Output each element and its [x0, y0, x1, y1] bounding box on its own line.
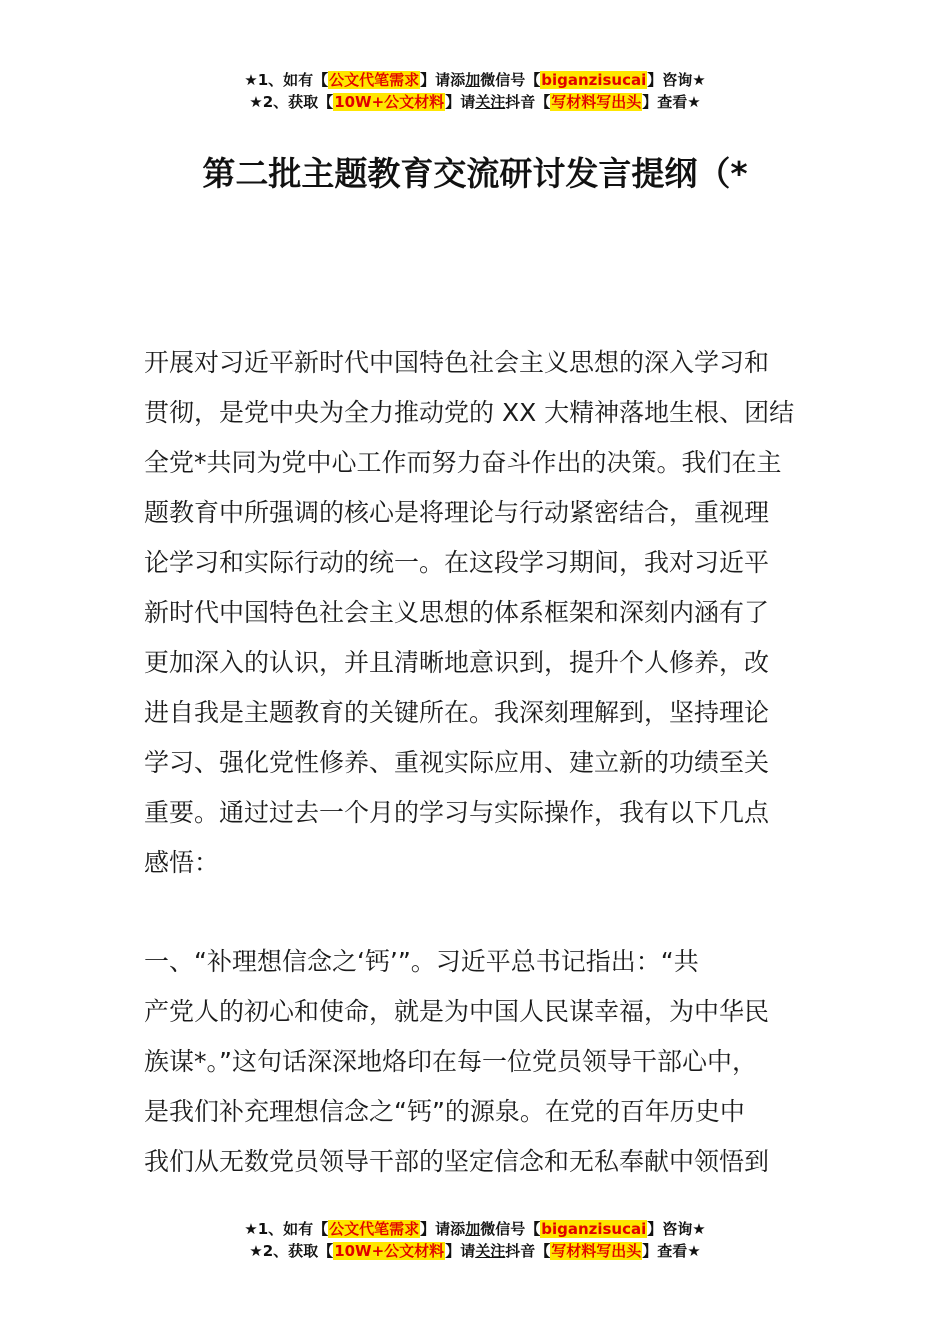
text-line: 我们从无数党员领导干部的坚定信念和无私奉献中领悟到: [144, 1147, 770, 1176]
promo-text: 】请: [445, 93, 476, 111]
text-line: 是我们补充理想信念之“钙”的源泉。在党的百年历史中: [144, 1097, 745, 1126]
promo-highlight: 写材料写出头: [551, 1242, 642, 1260]
promo-highlight: 10W+公文材料: [334, 93, 445, 111]
text-line: 更加深入的认识，并且清晰地意识到，提升个人修养，改: [144, 648, 770, 677]
promo-line-2: [0, 91, 950, 113]
promo-text: ★1、如有【: [244, 71, 329, 89]
promo-line-1: [0, 69, 950, 91]
promo-highlight: biganzisucai: [541, 71, 647, 89]
promo-text: 微信号【: [480, 71, 541, 89]
promo-text: 】咨询★: [647, 1220, 706, 1238]
document-title: 第二批主题教育交流研讨发言提纲（*: [202, 154, 748, 193]
text-line: 论学习和实际行动的统一。在这段学习期间，我对习近平: [144, 548, 770, 577]
promo-text: 】查看★: [642, 93, 701, 111]
promo-text: ★2、获取【: [249, 1242, 334, 1260]
text-line: 产党人的初心和使命，就是为中国人民谋幸福，为中华民: [144, 997, 770, 1026]
promo-underlined-text: 关注: [475, 93, 506, 111]
promo-text: 】咨询★: [647, 71, 706, 89]
promo-text: 】请添: [420, 71, 466, 89]
text-line: 进自我是主题教育的关键所在。我深刻理解到，坚持理论: [144, 698, 770, 727]
text-line: 族谋*。”这句话深深地烙印在每一位党员领导干部心中，: [144, 1047, 757, 1076]
promo-line-1: [0, 1218, 950, 1240]
promo-text: ★1、如有【: [244, 1220, 329, 1238]
promo-text: 】请添: [420, 1220, 466, 1238]
text-line: 开展对习近平新时代中国特色社会主义思想的深入学习和: [144, 348, 770, 377]
promo-text: ★2、获取【: [249, 93, 334, 111]
promo-highlight: 写材料写出头: [551, 93, 642, 111]
promo-text: 】查看★: [642, 1242, 701, 1260]
promo-underlined-text: 关注: [475, 1242, 506, 1260]
promo-highlight: 公文代笔需求: [329, 1220, 420, 1238]
promo-underlined-text: 加: [465, 71, 481, 89]
text-line: 全党*共同为党中心工作而努力奋斗作出的决策。我们在主: [144, 448, 782, 477]
text-line: 题教育中所强调的核心是将理论与行动紧密结合，重视理: [144, 498, 770, 527]
promo-highlight: biganzisucai: [541, 1220, 647, 1238]
text-line: 新时代中国特色社会主义思想的体系框架和深刻内涵有了: [144, 598, 770, 627]
promo-text: 微信号【: [480, 1220, 541, 1238]
promo-text: 抖音【: [505, 93, 551, 111]
text-line: 一、“补理想信念之‘钙’”。习近平总书记指出：“共: [144, 947, 699, 976]
promo-underlined-text: 加: [465, 1220, 481, 1238]
promo-highlight: 公文代笔需求: [329, 71, 420, 89]
text-line: 学习、强化党性修养、重视实际应用、建立新的功绩至关: [144, 748, 770, 777]
text-line: 贯彻，是党中央为全力推动党的 XX 大精神落地生根、团结: [144, 398, 795, 427]
header-promo-banner: [0, 69, 950, 113]
footer-promo-banner: [0, 1218, 950, 1262]
promo-text: 抖音【: [505, 1242, 551, 1260]
paragraph-intro: [144, 338, 808, 888]
text-line: 感悟：: [144, 848, 220, 877]
promo-text: 】请: [445, 1242, 476, 1260]
promo-highlight: 10W+公文材料: [334, 1242, 445, 1260]
paragraph-section-one: [144, 937, 808, 1187]
promo-line-2: [0, 1240, 950, 1262]
text-line: 重要。通过过去一个月的学习与实际操作，我有以下几点: [144, 798, 770, 827]
